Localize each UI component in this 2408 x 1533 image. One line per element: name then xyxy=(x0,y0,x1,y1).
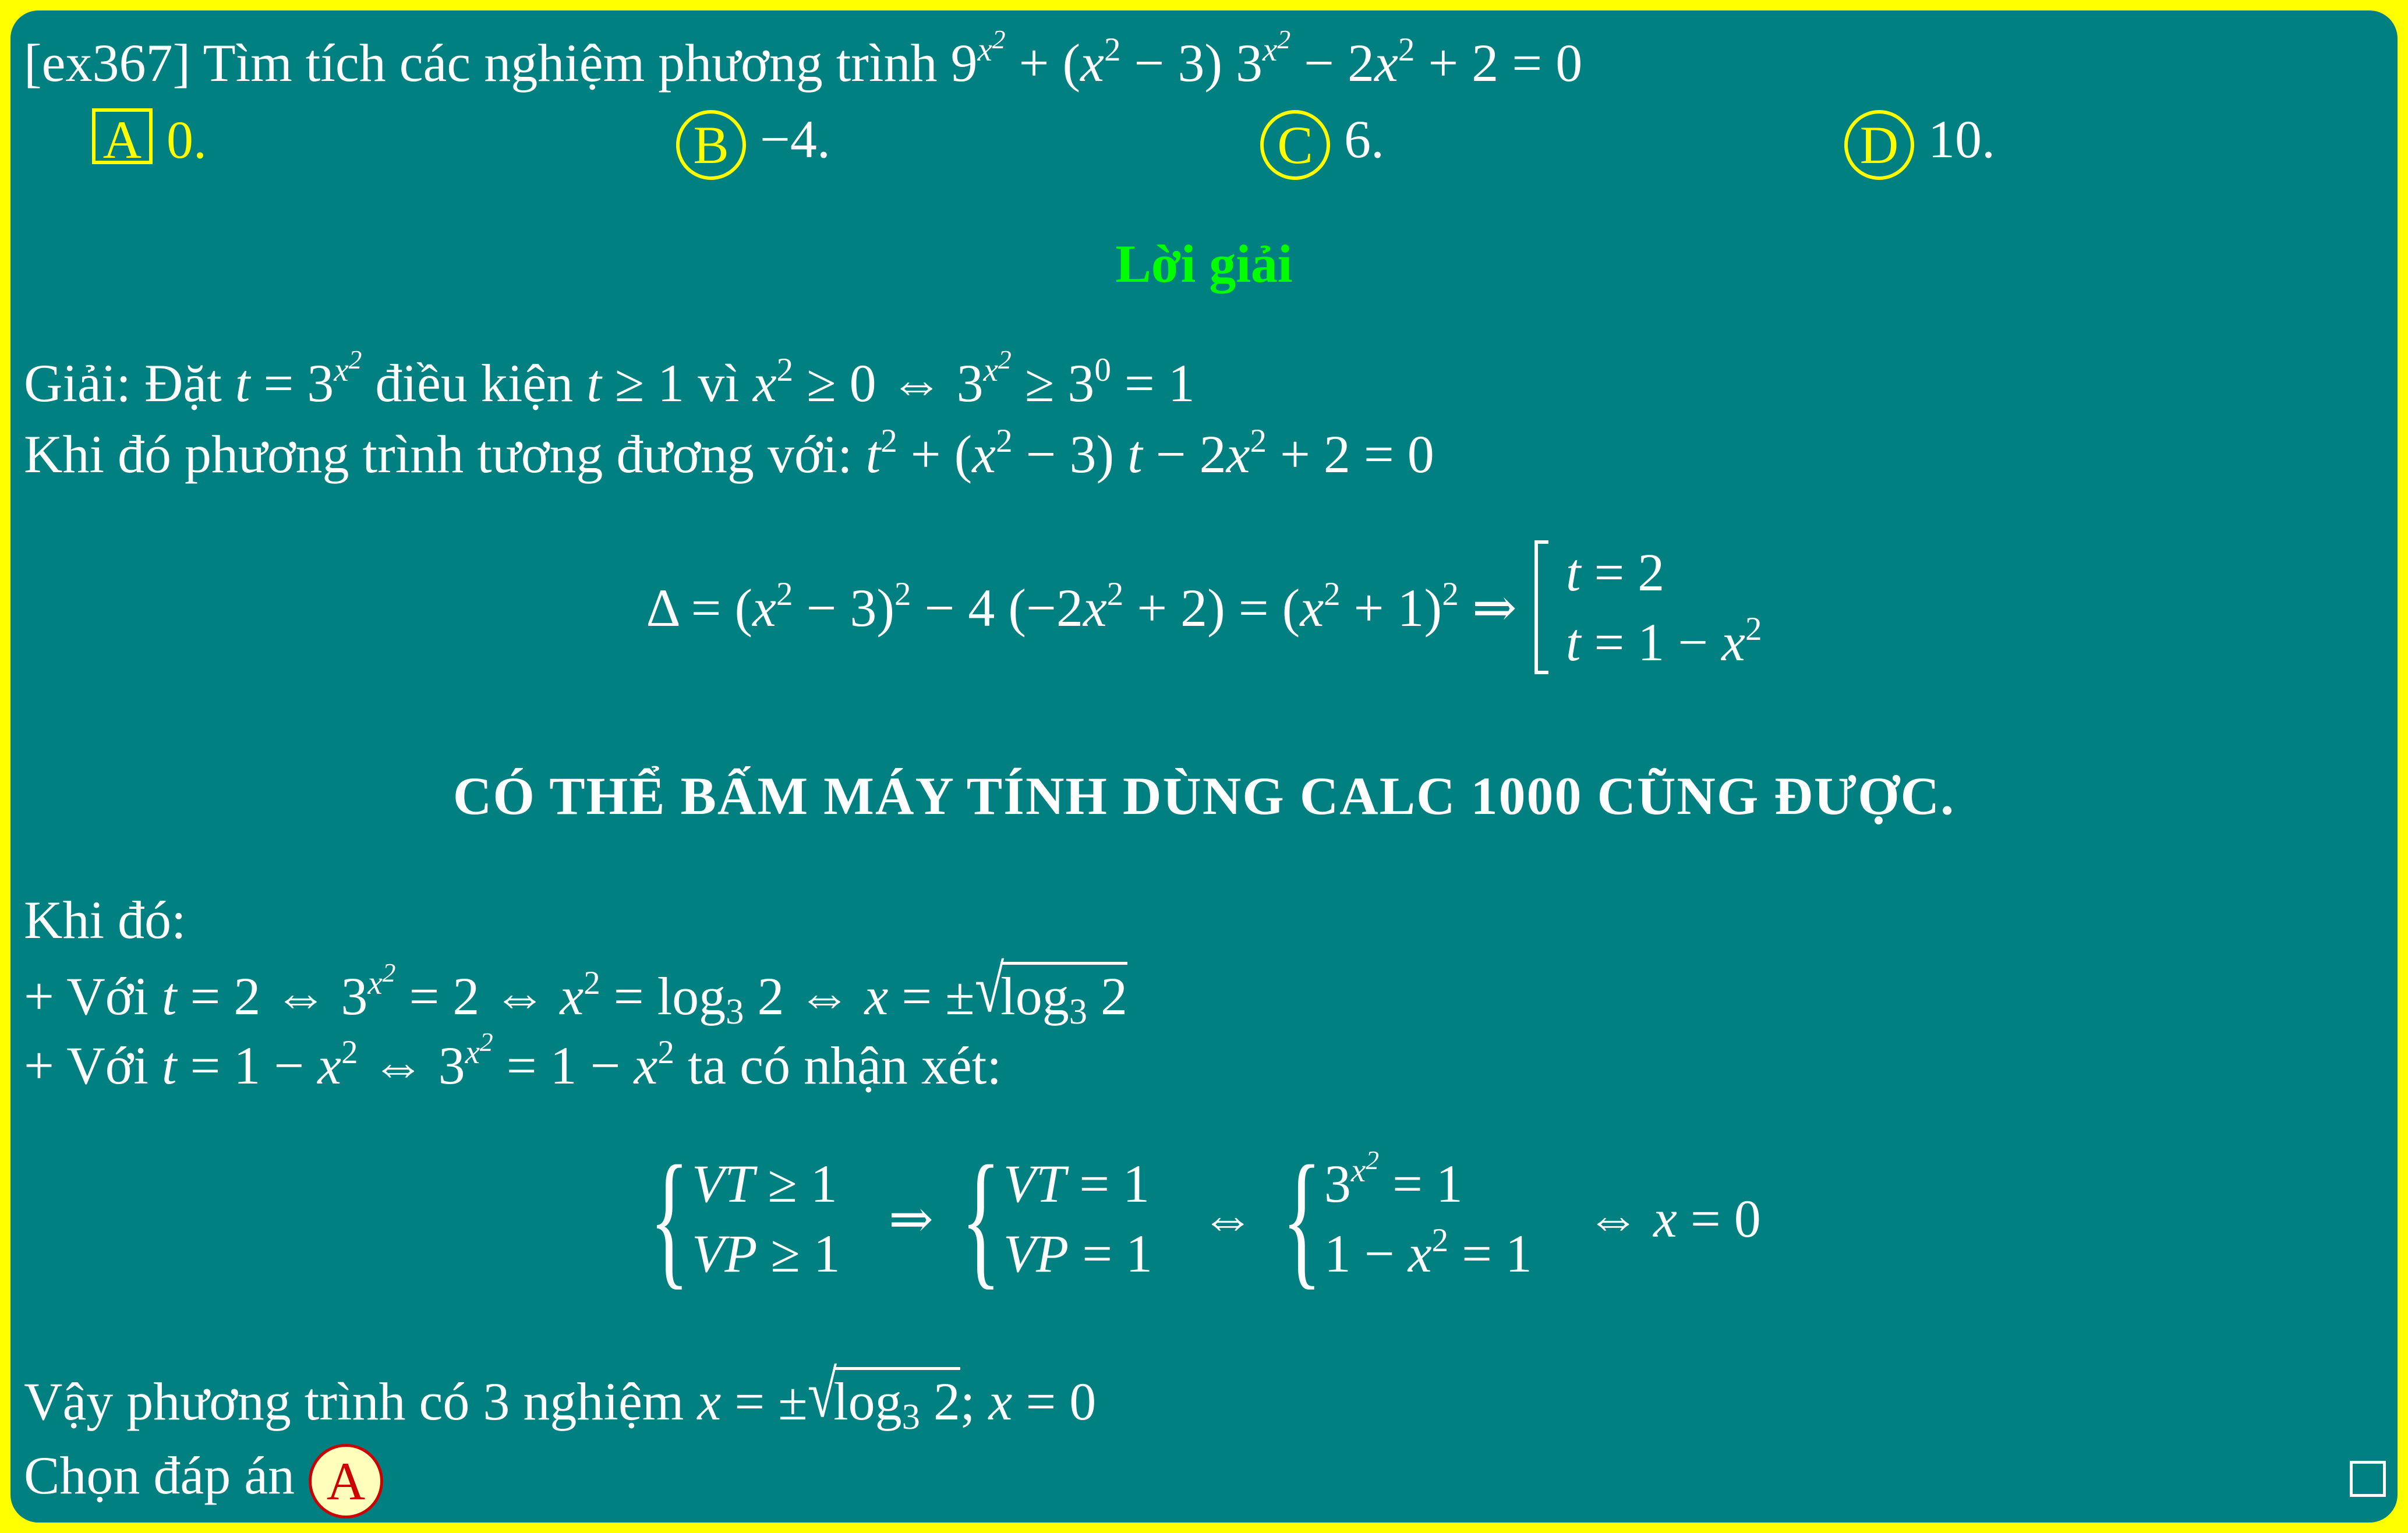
choice-b-value: −4. xyxy=(760,109,830,169)
solution-choose: Chọn đáp án A xyxy=(24,1444,383,1518)
choice-d-value: 10. xyxy=(1928,109,1995,169)
solution-line-substitution: Giải: Đặt $t = 3^{x^2}$ điều kiện t ≥ 1 vì $x^2 \ge 0$ ⇔ $3^{x^2} \ge 3^0 = 1$ xyxy=(24,345,1195,413)
solution-then: Khi đó: xyxy=(24,890,186,950)
system-equations: { VT ≥ 1 VP ≥ 1 ⇒ { VT = 1 VP = 1 ⇔ { $3^{x^2} = 1$ $1 - x^2 = 1$ ⇔ x = 0 xyxy=(649,1135,1761,1302)
choice-c-value: 6. xyxy=(1344,109,1384,169)
slide-frame xyxy=(10,10,2398,1523)
solution-conclusion: Vậy phương trình có 3 nghiệm $x = \pm√\log_3$ 2; x = 0 xyxy=(24,1357,1097,1437)
choice-a-value: 0. xyxy=(167,110,207,169)
calc-note: CÓ THỂ BẤM MÁY TÍNH DÙNG CALC 1000 CŨNG ĐƯỢC. xyxy=(452,766,1956,826)
bracket xyxy=(1534,540,1548,674)
choice-c[interactable] xyxy=(1260,108,1384,180)
choice-a-label: A xyxy=(92,108,153,164)
qed-square-icon xyxy=(2350,1461,2386,1497)
solution-case-1: + Với t = 2 ⇔ $3^{x^2} = 2$ ⇔ $x^2 = \log_3 2$ ⇔ $x = \pm√\log_3$ 2 xyxy=(24,951,1128,1032)
solution-case-2: + Với $t = 1 - x^2$ ⇔ $3^{x^2} = 1 - x^2$ ta có nhận xét: xyxy=(24,1027,1002,1095)
problem-statement xyxy=(24,24,1583,93)
choice-b-label: B xyxy=(676,110,746,180)
problem-prompt: Tìm tích các nghiệm phương trình xyxy=(203,33,938,93)
choice-c-label: C xyxy=(1260,110,1330,180)
answer-badge: A xyxy=(309,1444,383,1518)
problem-equation: $9^{x^2} + (x^2 - 3) 3^{x^2} - 2x^2 + 2 = 0$ xyxy=(950,24,1583,93)
choice-b[interactable] xyxy=(676,108,830,180)
solution-line-equivalent: Khi đó phương trình tương đương với: $t^2 + (x^2 - 3) t - 2x^2 + 2 = 0$ xyxy=(24,422,1434,484)
choice-a[interactable] xyxy=(92,108,207,171)
solution-heading: Lời giải xyxy=(1115,234,1293,293)
choice-d-label: D xyxy=(1844,110,1914,180)
delta-equation: $\Delta = (x^2 - 3)^2 - 4$ $(-2x^2 + 2) = (x^2 + 1)^2$ ⇒ t = 2 $t = 1 - x^2$ xyxy=(10,537,2398,677)
choice-d[interactable] xyxy=(1844,108,1995,180)
problem-id: [ex367] xyxy=(24,33,191,93)
